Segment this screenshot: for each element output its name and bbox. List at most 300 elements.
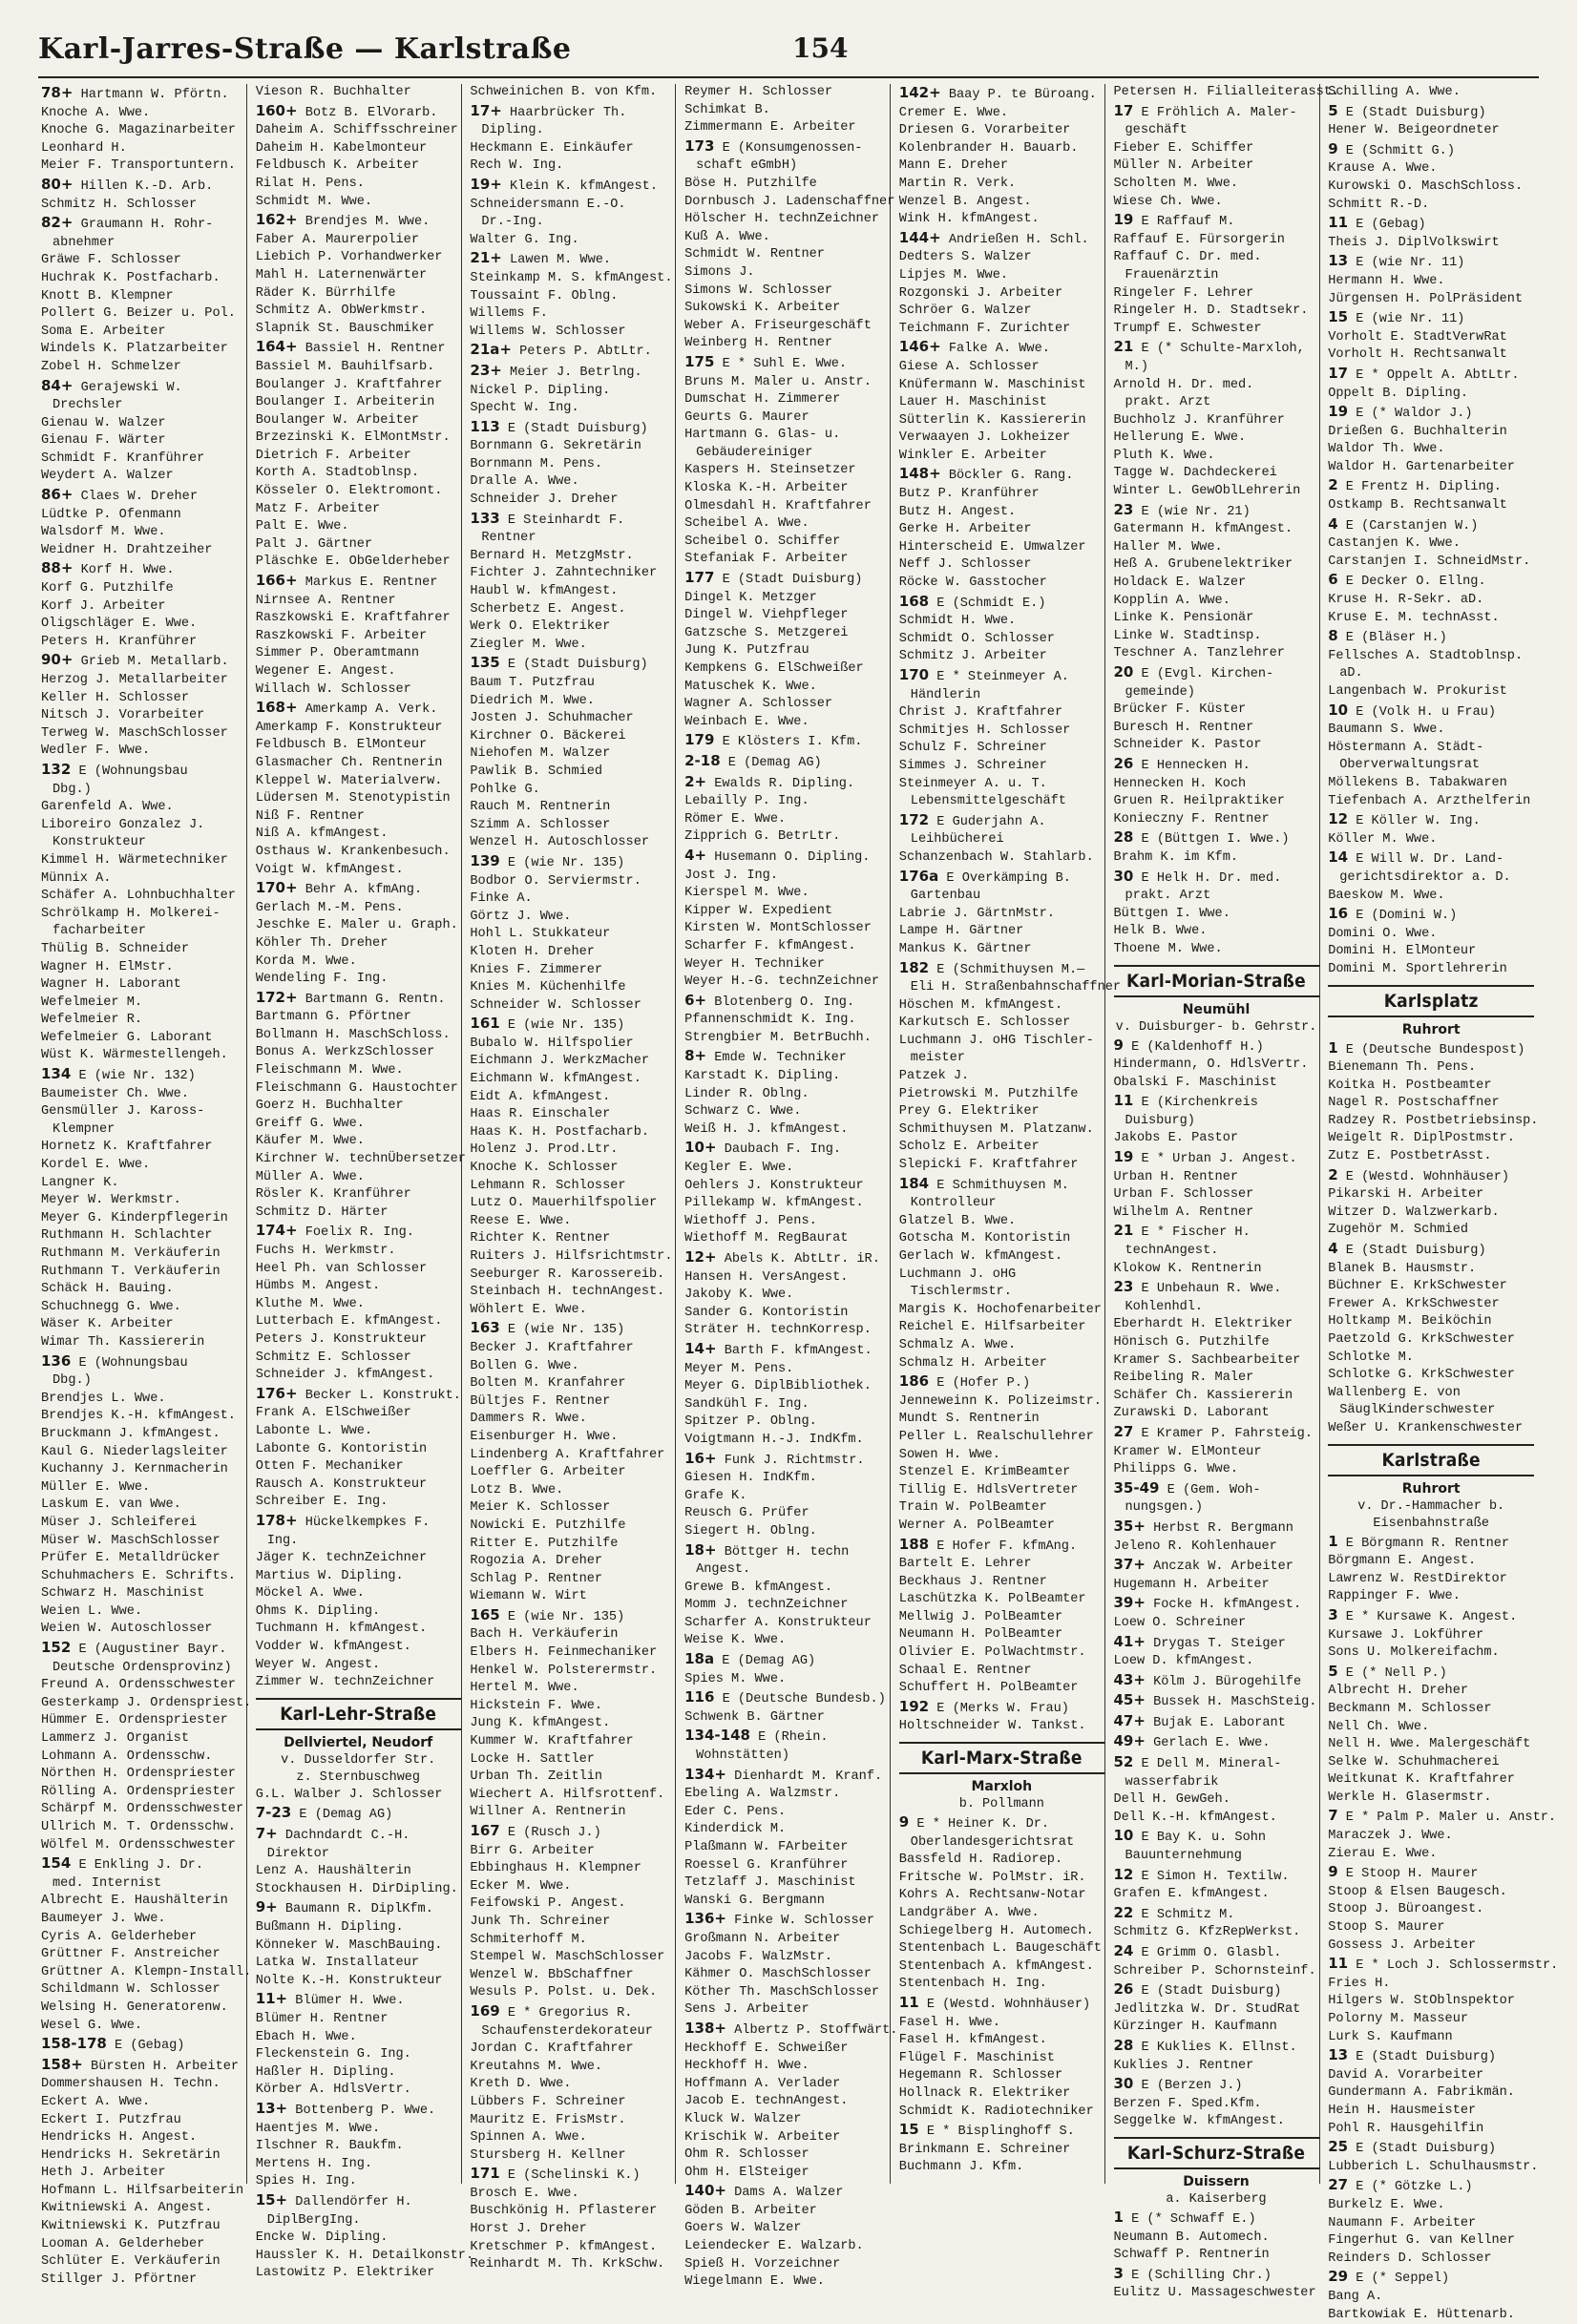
directory-entry: Philipps G. Wwe. (1114, 1461, 1319, 1479)
directory-entry: Schwarz C. Wwe. (684, 1103, 890, 1121)
directory-entry: Schmitz G. KfzRepWerkst. (1114, 1924, 1319, 1942)
directory-entry: geschäft (1114, 122, 1319, 140)
directory-entry: Steinkamp M. S. kfmAngest. (470, 270, 675, 288)
directory-entry: Lastowitz P. Elektriker (256, 2265, 461, 2283)
directory-entry: Schreiber P. Schornsteinf. (1114, 1963, 1319, 1981)
directory-entry: Bodbor O. Serviermstr. (470, 873, 675, 891)
directory-entry: 158-178 E (Gebag) (41, 2035, 246, 2056)
directory-entry: 7+ Dachndardt C.-H. (256, 1825, 461, 1846)
directory-entry: Schäfer A. Lohnbuchhalter (41, 888, 246, 906)
directory-entry: 26 E (Stadt Duisburg) (1114, 1980, 1319, 2001)
directory-entry: 17 E Fröhlich A. Maler- (1114, 102, 1319, 123)
directory-entry: Räder K. Bürrhilfe (256, 285, 461, 304)
directory-entry: 86+ Claes W. Dreher (41, 486, 246, 507)
directory-entry: Trumpf E. Schwester (1114, 321, 1319, 339)
directory-entry: Strengbier M. BetrBuchh. (684, 1030, 890, 1048)
directory-entry: 135 E (Stadt Duisburg) (470, 654, 675, 675)
directory-entry: 11 E (Kirchenkreis (1114, 1092, 1319, 1113)
directory-entry: Soma E. Arbeiter (41, 324, 246, 342)
directory-entry: 19+ Klein K. kfmAngest. (470, 176, 675, 197)
directory-entry: Sander G. Kontoristin (684, 1305, 890, 1323)
directory-entry: Raszkowski F. Arbeiter (256, 628, 461, 646)
directory-entry: Wagner H. Laborant (41, 976, 246, 995)
directory-entry: Lohmann A. Ordensschw. (41, 1748, 246, 1767)
directory-entry: Lutz O. Mauerhilfspolier (470, 1195, 675, 1213)
directory-entry: 170+ Behr A. kfmAng. (256, 879, 461, 900)
directory-entry: Korda M. Wwe. (256, 953, 461, 972)
directory-entry: Lauer H. Maschinist (899, 394, 1104, 412)
directory-entry: Scholten M. Wwe. (1114, 176, 1319, 194)
directory-entry: Giese A. Schlosser (899, 359, 1104, 377)
directory-entry: 169 E * Gregorius R. (470, 2002, 675, 2023)
directory-entry: Grüttner A. Klempn-Install. (41, 1964, 246, 1982)
directory-entry: Stentenbach L. Baugeschäft (899, 1940, 1104, 1958)
directory-entry: Ilschner R. Baukfm. (256, 2138, 461, 2156)
directory-entry: Sens J. Arbeiter (684, 2001, 890, 2020)
directory-entry: Scharfer F. kfmAngest. (684, 938, 890, 956)
directory-entry: 21+ Lawen M. Wwe. (470, 249, 675, 270)
directory-entry: Holtkamp M. Beiköchin (1328, 1313, 1534, 1331)
directory-entry: Looman A. Gelderheber (41, 2236, 246, 2254)
directory-entry: Römer E. Wwe. (684, 811, 890, 829)
directory-entry: Heckmann E. Einkäufer (470, 140, 675, 158)
district-label: Duissern (1114, 2173, 1319, 2191)
directory-entry: Train W. PolBeamter (899, 1499, 1104, 1518)
directory-entry: Kursawe J. Lokführer (1328, 1627, 1534, 1645)
directory-entry: Hendricks H. Angest. (41, 2129, 246, 2147)
directory-entry: Mundt S. Rentnerin (899, 1411, 1104, 1429)
directory-column (896, 84, 1105, 2184)
directory-entry: 20 E (Evgl. Kirchen- (1114, 663, 1319, 684)
directory-entry: Feldbusch B. ElMonteur (256, 737, 461, 755)
directory-entry: Schneidersmann E.-O. (470, 197, 675, 215)
directory-entry: 179 E Klösters I. Kfm. (684, 731, 890, 752)
directory-entry: Köther Th. MaschSchlosser (684, 1984, 890, 2002)
directory-entry: Haller M. Wwe. (1114, 539, 1319, 557)
directory-entry: 28 E (Büttgen I. Wwe.) (1114, 828, 1319, 849)
directory-entry: 6+ Blotenberg O. Ing. (684, 992, 890, 1013)
directory-entry: Spinnen A. Wwe. (470, 2129, 675, 2147)
directory-entry: Brosch E. Wwe. (470, 2186, 675, 2204)
directory-entry: Koitka H. Postbeamter (1328, 1078, 1534, 1096)
directory-entry: Daheim A. Schiffsschreiner (256, 122, 461, 140)
directory-entry: Hornetz K. Kraftfahrer (41, 1139, 246, 1157)
directory-entry: Pluth K. Wwe. (1114, 448, 1319, 466)
directory-entry: Selke W. Schuhmacherei (1328, 1754, 1534, 1772)
district-label: Marxloh (899, 1778, 1104, 1796)
directory-entry: Kontrolleur (899, 1195, 1104, 1213)
directory-entry: SäuglKinderschwester (1328, 1402, 1534, 1420)
directory-entry: 15 E (wie Nr. 11) (1328, 308, 1534, 329)
directory-entry: Vodder W. kfmAngest. (256, 1639, 461, 1657)
directory-entry: 35-49 E (Gem. Woh- (1114, 1479, 1319, 1500)
directory-entry: Eichmann W. kfmAngest. (470, 1071, 675, 1089)
directory-entry: Witzer D. Walzwerkarb. (1328, 1204, 1534, 1223)
directory-entry: Schanzenbach W. Stahlarb. (899, 849, 1104, 868)
directory-entry: Grüttner F. Anstreicher (41, 1946, 246, 1964)
district-label: Ruhrort (1328, 1021, 1534, 1039)
directory-entry: Herzog J. Metallarbeiter (41, 672, 246, 690)
directory-entry: Kirsten W. MontSchlosser (684, 920, 890, 938)
directory-entry: Sandkühl F. Ing. (684, 1396, 890, 1414)
directory-entry: 172 E Guderjahn A. (899, 811, 1104, 832)
directory-entry: Schröer G. Walzer (899, 303, 1104, 321)
directory-entry: Ohm H. ElSteiger (684, 2165, 890, 2183)
directory-entry: Schmidt F. Kranführer (41, 450, 246, 469)
directory-entry: Reese E. Wwe. (470, 1213, 675, 1231)
directory-entry: 10 E (Volk H. u Frau) (1328, 701, 1534, 722)
directory-entry: Kuklies J. Rentner (1114, 2058, 1319, 2076)
directory-entry: Jakobs E. Pastor (1114, 1130, 1319, 1148)
directory-entry: 174+ Foelix R. Ing. (256, 1222, 461, 1243)
directory-entry: Albrecht E. Haushälterin (41, 1893, 246, 1911)
directory-entry: Schlotke G. KrkSchwester (1328, 1367, 1534, 1385)
directory-entry: Bang A. (1328, 2289, 1534, 2307)
directory-entry: 29 E (* Seppel) (1328, 2268, 1534, 2289)
directory-entry: Steinbach H. technAngest. (470, 1284, 675, 1302)
directory-entry: 12+ Abels K. AbtLtr. iR. (684, 1248, 890, 1269)
directory-entry: Rozgonski J. Arbeiter (899, 285, 1104, 304)
directory-entry: Buresch H. Rentner (1114, 720, 1319, 738)
directory-entry: 78+ Hartmann W. Pförtn. (41, 84, 246, 105)
street-heading: Karl-Lehr-Straße (256, 1698, 461, 1730)
directory-entry: Spies M. Wwe. (684, 1671, 890, 1689)
directory-entry: Weitkunat K. Kraftfahrer (1328, 1771, 1534, 1790)
directory-entry: Meyer M. Pens. (684, 1361, 890, 1379)
directory-entry: Werk O. Elektriker (470, 618, 675, 637)
directory-entry: M.) (1114, 359, 1319, 377)
directory-entry: 134 E (wie Nr. 132) (41, 1065, 246, 1086)
directory-entry: Kegler E. Wwe. (684, 1160, 890, 1178)
directory-entry: meister (899, 1050, 1104, 1068)
directory-entry: Bassiel M. Bauhilfsarb. (256, 359, 461, 377)
directory-entry: Hinterscheid E. Umwalzer (899, 539, 1104, 557)
directory-entry: Drießen G. Buchhalterin (1328, 424, 1534, 442)
directory-entry: Grewe B. kfmAngest. (684, 1580, 890, 1598)
directory-entry: 18a E (Demag AG) (684, 1650, 890, 1671)
street-heading: Karlstraße (1328, 1444, 1534, 1476)
directory-entry: 1 E Börgmann R. Rentner (1328, 1533, 1534, 1554)
directory-column (467, 84, 676, 2184)
directory-entry: Pohlke G. (470, 782, 675, 800)
directory-entry: Martin R. Verk. (899, 176, 1104, 194)
directory-entry: 160+ Botz B. ElVorarb. (256, 102, 461, 123)
directory-entry: Olivier E. PolWachtmstr. (899, 1644, 1104, 1663)
directory-entry: Müller N. Arbeiter (1114, 157, 1319, 176)
directory-entry: Pillekamp W. kfmAngest. (684, 1195, 890, 1213)
directory-entry: Boulanger I. Arbeiterin (256, 394, 461, 412)
directory-entry: Direktor (256, 1846, 461, 1864)
directory-entry: Tischlermstr. (899, 1284, 1104, 1302)
directory-entry: 13 E (Stadt Duisburg) (1328, 2046, 1534, 2067)
directory-entry: Schmidt K. Radiotechniker (899, 2104, 1104, 2122)
directory-entry: Slepicki F. Kraftfahrer (899, 1157, 1104, 1175)
directory-entry: Ruthmann T. Verkäuferin (41, 1264, 246, 1282)
directory-entry: DiplBergIng. (256, 2212, 461, 2230)
directory-entry: Leihbücherei (899, 831, 1104, 849)
directory-entry: Hilgers W. StOblnspektor (1328, 1993, 1534, 2011)
directory-entry: 167 E (Rusch J.) (470, 1822, 675, 1843)
directory-entry: Christ J. Kraftfahrer (899, 704, 1104, 722)
directory-entry: Encke W. Dipling. (256, 2230, 461, 2248)
directory-entry: Kaspers H. Steinsetzer (684, 462, 890, 480)
directory-entry: Niß F. Rentner (256, 808, 461, 827)
directory-entry: Hegemann R. Schlosser (899, 2067, 1104, 2085)
directory-entry: Bartmann G. Pförtner (256, 1009, 461, 1027)
directory-entry: Heth J. Arbeiter (41, 2165, 246, 2183)
directory-entry: Linke K. Pensionär (1114, 610, 1319, 628)
directory-entry: Seggelke W. kfmAngest. (1114, 2113, 1319, 2131)
directory-entry: Daheim H. Kabelmonteur (256, 140, 461, 158)
directory-entry: Meier K. Schlosser (470, 1499, 675, 1518)
directory-entry: Boulanger W. Arbeiter (256, 412, 461, 430)
directory-entry: Walsdorf M. Wwe. (41, 524, 246, 542)
directory-entry: 28 E Kuklies K. Ellnst. (1114, 2037, 1319, 2058)
directory-entry: Höstermann A. Städt- (1328, 740, 1534, 758)
directory-entry: Junk Th. Schreiner (470, 1914, 675, 1932)
directory-entry: 15+ Dallendörfer H. (256, 2191, 461, 2212)
directory-entry: 43+ Kölm J. Bürogehilfe (1114, 1671, 1319, 1692)
directory-entry: 7 E * Palm P. Maler u. Anstr. (1328, 1807, 1534, 1828)
directory-entry: Hümmer E. Ordenspriester (41, 1712, 246, 1730)
directory-entry: 171 E (Schelinski K.) (470, 2165, 675, 2186)
directory-entry: Gatermann H. kfmAngest. (1114, 521, 1319, 539)
page-title: Karl-Jarres-Straße — Karlstraße (38, 32, 571, 66)
directory-entry: Specht W. Ing. (470, 400, 675, 418)
directory-entry: Schuhmachers E. Schrifts. (41, 1568, 246, 1586)
directory-entry: Teichmann F. Zurichter (899, 321, 1104, 339)
directory-entry: 13+ Bottenberg P. Wwe. (256, 2100, 461, 2121)
directory-entry: Haßler H. Dipling. (256, 2064, 461, 2083)
directory-entry: Polorny M. Masseur (1328, 2011, 1534, 2029)
directory-entry: Holdack E. Walzer (1114, 575, 1319, 593)
directory-entry: Domini H. ElMonteur (1328, 943, 1534, 961)
directory-entry: Kwitniewski A. Angest. (41, 2200, 246, 2218)
directory-entry: Bassfeld H. Radiorep. (899, 1852, 1104, 1870)
directory-entry: Nickel P. Dipling. (470, 383, 675, 401)
directory-entry: Luchmann J. oHG (899, 1267, 1104, 1285)
directory-entry: 17 E * Oppelt A. AbtLtr. (1328, 365, 1534, 386)
directory-entry: 1 E (Deutsche Bundespost) (1328, 1039, 1534, 1060)
directory-entry: Gerke H. Arbeiter (899, 521, 1104, 539)
directory-entry: Gossess J. Arbeiter (1328, 1937, 1534, 1956)
directory-entry: Buchmann J. Kfm. (899, 2159, 1104, 2177)
directory-entry: Labonte G. Kontoristin (256, 1441, 461, 1459)
directory-entry: Weyer H. Techniker (684, 956, 890, 974)
directory-entry: Simmes J. Schreiner (899, 758, 1104, 776)
directory-entry: Reibeling R. Maler (1114, 1370, 1319, 1388)
directory-entry: Karkutsch E. Schlosser (899, 1015, 1104, 1033)
directory-entry: Schäfer Ch. Kassiererin (1114, 1388, 1319, 1406)
directory-entry: Wagner A. Schlosser (684, 696, 890, 714)
directory-entry: Wanski G. Bergmann (684, 1893, 890, 1911)
directory-entry: 82+ Graumann H. Rohr- (41, 214, 246, 235)
directory-entry: Eulitz U. Massageschwester (1114, 2285, 1319, 2303)
directory-entry: 3 E (Schilling Chr.) (1114, 2265, 1319, 2286)
directory-entry: Goers W. Walzer (684, 2220, 890, 2238)
directory-entry: Tiefenbach A. Arzthelferin (1328, 793, 1534, 811)
directory-entry: Eckert A. Wwe. (41, 2094, 246, 2112)
directory-entry: 162+ Brendjes M. Wwe. (256, 211, 461, 232)
directory-entry: Winter L. GewOblLehrerin (1114, 483, 1319, 501)
directory-entry: Ostkamp B. Rechtsanwalt (1328, 497, 1534, 515)
directory-entry: Pollert G. Beizer u. Pol. (41, 305, 246, 324)
directory-entry: Stoop & Elsen Baugesch. (1328, 1884, 1534, 1902)
directory-entry: Kaul G. Niederlagsleiter (41, 1444, 246, 1462)
directory-entry: Greiff G. Wwe. (256, 1116, 461, 1134)
street-range-note: a. Kaiserberg (1114, 2191, 1319, 2209)
directory-entry: Tuchmann H. kfmAngest. (256, 1621, 461, 1639)
directory-entry: Dipling. (470, 122, 675, 140)
directory-entry: 140+ Dams A. Walzer (684, 2182, 890, 2203)
directory-entry: Matz F. Arbeiter (256, 501, 461, 519)
directory-entry: Kummer W. Kraftfahrer (470, 1733, 675, 1751)
directory-entry: 21 E * Fischer H. (1114, 1222, 1319, 1243)
directory-entry: Kirchner O. Bäckerei (470, 728, 675, 746)
directory-entry: Lubberich L. Schulhausmstr. (1328, 2159, 1534, 2177)
directory-entry: Bollmann H. MaschSchloss. (256, 1027, 461, 1045)
directory-entry: Röcke W. Gasstocher (899, 575, 1104, 593)
directory-entry: Höschen M. kfmAngest. (899, 997, 1104, 1015)
directory-entry: Langner K. (41, 1175, 246, 1193)
directory-entry: Gebäudereiniger (684, 445, 890, 463)
directory-entry: Köhler Th. Dreher (256, 935, 461, 953)
directory-entry: 7-23 E (Demag AG) (256, 1804, 461, 1825)
directory-entry: Hofmann L. Hilfsarbeiterin (41, 2183, 246, 2201)
directory-entry: Krischik W. Arbeiter (684, 2129, 890, 2147)
directory-entry: 2+ Ewalds R. Dipling. (684, 773, 890, 794)
directory-entry: Peller L. Realschullehrer (899, 1429, 1104, 1447)
directory-entry: Büttgen I. Wwe. (1114, 906, 1319, 924)
directory-entry: Brücker F. Küster (1114, 701, 1319, 720)
directory-entry: Beckhaus J. Rentner (899, 1574, 1104, 1592)
directory-entry: Gienau F. Wärter (41, 432, 246, 450)
directory-entry: gemeinde) (1114, 684, 1319, 702)
directory-entry: Wefelmeier R. (41, 1012, 246, 1030)
directory-entry: Kruse E. M. technAsst. (1328, 610, 1534, 628)
directory-entry: Haentjes M. Wwe. (256, 2121, 461, 2139)
directory-entry: Laskum E. van Wwe. (41, 1497, 246, 1515)
directory-entry: Schimkat B. (684, 102, 890, 120)
directory-entry: Ebach H. Wwe. (256, 2029, 461, 2047)
directory-entry: Brinkmann E. Schreiner (899, 2142, 1104, 2160)
directory-entry: Kruse H. R-Sekr. aD. (1328, 592, 1534, 610)
directory-entry: Schäck H. Bauing. (41, 1281, 246, 1299)
directory-entry: Jacob E. technAngest. (684, 2093, 890, 2111)
directory-entry: 21a+ Peters P. AbtLtr. (470, 341, 675, 362)
directory-entry: 45+ Bussek H. MaschSteig. (1114, 1691, 1319, 1712)
directory-entry: Diedrich M. Wwe. (470, 693, 675, 711)
directory-entry: Laschützka K. PolBeamter (899, 1591, 1104, 1609)
directory-entry: Knoche K. Schlosser (470, 1160, 675, 1178)
directory-entry: Schmalz A. Wwe. (899, 1337, 1104, 1355)
directory-entry: Gräwe F. Schlosser (41, 252, 246, 270)
directory-entry: Heckhoff E. Schweißer (684, 2041, 890, 2059)
directory-entry: Mellwig J. PolBeamter (899, 1609, 1104, 1627)
directory-entry: Dommershausen H. Techn. (41, 2076, 246, 2094)
directory-entry: Kirchner W. technÜbersetzer (256, 1151, 461, 1169)
directory-entry: 19 E (* Waldor J.) (1328, 403, 1534, 424)
directory-entry: Fries H. (1328, 1976, 1534, 1994)
directory-entry: Jung K. Putzfrau (684, 642, 890, 660)
directory-entry: 90+ Grieb M. Metallarb. (41, 651, 246, 672)
directory-entry: 19 E * Urban J. Angest. (1114, 1148, 1319, 1169)
directory-entry: Weinbach E. Wwe. (684, 714, 890, 732)
directory-entry: 14+ Barth F. kfmAngest. (684, 1340, 890, 1361)
directory-entry: Wefelmeier M. (41, 995, 246, 1013)
directory-entry: Maraczek J. Wwe. (1328, 1828, 1534, 1846)
directory-entry: Richter K. Rentner (470, 1230, 675, 1248)
directory-entry: 39+ Focke H. kfmAngest. (1114, 1594, 1319, 1615)
directory-entry: Nörthen H. Ordenspriester (41, 1766, 246, 1784)
directory-entry: nungsgen.) (1114, 1499, 1319, 1518)
directory-entry: Kluthe M. Wwe. (256, 1296, 461, 1314)
directory-entry: Bubalo W. Hilfspolier (470, 1036, 675, 1054)
directory-entry: Naumann F. Arbeiter (1328, 2215, 1534, 2233)
directory-entry: Ullrich M. T. Ordensschw. (41, 1819, 246, 1837)
directory-entry: 146+ Falke A. Wwe. (899, 338, 1104, 359)
directory-entry: Rölling A. Ordenspriester (41, 1784, 246, 1802)
directory-entry: Händlerin (899, 687, 1104, 705)
directory-entry: Butz H. Angest. (899, 504, 1104, 522)
directory-entry: Weyer H.-G. technZeichner (684, 974, 890, 992)
directory-entry: Schuchnegg G. Wwe. (41, 1299, 246, 1317)
directory-entry: Blanek B. Hausmstr. (1328, 1261, 1534, 1279)
directory-column (38, 84, 247, 2184)
directory-entry: 154 E Enkling J. Dr. (41, 1854, 246, 1875)
directory-entry: Blümer H. Rentner (256, 2011, 461, 2029)
directory-entry: Gotscha M. Kontoristin (899, 1230, 1104, 1248)
directory-entry: Pläschke E. ObGelderheber (256, 554, 461, 572)
directory-entry: 113 E (Stadt Duisburg) (470, 418, 675, 439)
directory-entry: Landgräber A. Wwe. (899, 1905, 1104, 1923)
directory-entry: Toussaint F. Oblng. (470, 288, 675, 306)
directory-entry: Flügel F. Maschinist (899, 2050, 1104, 2068)
directory-entry: Dell K.-H. kfmAngest. (1114, 1810, 1319, 1828)
directory-entry: Weien L. Wwe. (41, 1603, 246, 1622)
directory-entry: Hickstein F. Wwe. (470, 1698, 675, 1716)
directory-entry: Wagner H. ElMstr. (41, 959, 246, 977)
directory-entry: Frewer A. KrkSchwester (1328, 1296, 1534, 1314)
directory-entry: Zutz E. PostbetrAsst. (1328, 1148, 1534, 1166)
directory-entry: Bültjes F. Rentner (470, 1393, 675, 1412)
street-range-note: v. Dusseldorfer Str. (256, 1752, 461, 1769)
directory-entry: Mertens H. Ing. (256, 2156, 461, 2174)
directory-entry: prakt. Arzt (1114, 394, 1319, 412)
directory-entry: Hindermann, O. HdlsVertr. (1114, 1057, 1319, 1075)
directory-entry: Wesuls P. Polst. u. Dek. (470, 1984, 675, 2002)
directory-entry: Keller H. Schlosser (41, 690, 246, 708)
directory-entry: 158+ Bürsten H. Arbeiter (41, 2056, 246, 2077)
directory-entry: Domini M. Sportlehrerin (1328, 961, 1534, 979)
directory-entry: Klokow K. Rentnerin (1114, 1261, 1319, 1279)
directory-entry: 134-148 E (Rhein. (684, 1727, 890, 1748)
directory-entry: Wüst K. Wärmestellengeh. (41, 1047, 246, 1065)
directory-entry: Weien W. Autoschlosser (41, 1621, 246, 1639)
directory-entry: Hohl L. Stukkateur (470, 926, 675, 944)
directory-entry: 1 E (* Schwaff E.) (1114, 2209, 1319, 2230)
directory-entry: Schweinichen B. von Kfm. (470, 84, 675, 102)
directory-entry: Eisenburger H. Wwe. (470, 1429, 675, 1447)
directory-entry: Schmitz A. ObWerkmstr. (256, 303, 461, 321)
directory-entry: Sowen H. Wwe. (899, 1447, 1104, 1465)
directory-entry: Brendjes L. Wwe. (41, 1391, 246, 1409)
directory-entry: Oligschläger E. Wwe. (41, 616, 246, 634)
directory-entry: 16+ Funk J. Richtmstr. (684, 1450, 890, 1471)
directory-entry: 138+ Albertz P. Stoffwärt. (684, 2020, 890, 2041)
directory-entry: Kleppel W. Materialverw. (256, 773, 461, 791)
directory-entry: Fellsches A. Stadtoblnsp. (1328, 648, 1534, 666)
